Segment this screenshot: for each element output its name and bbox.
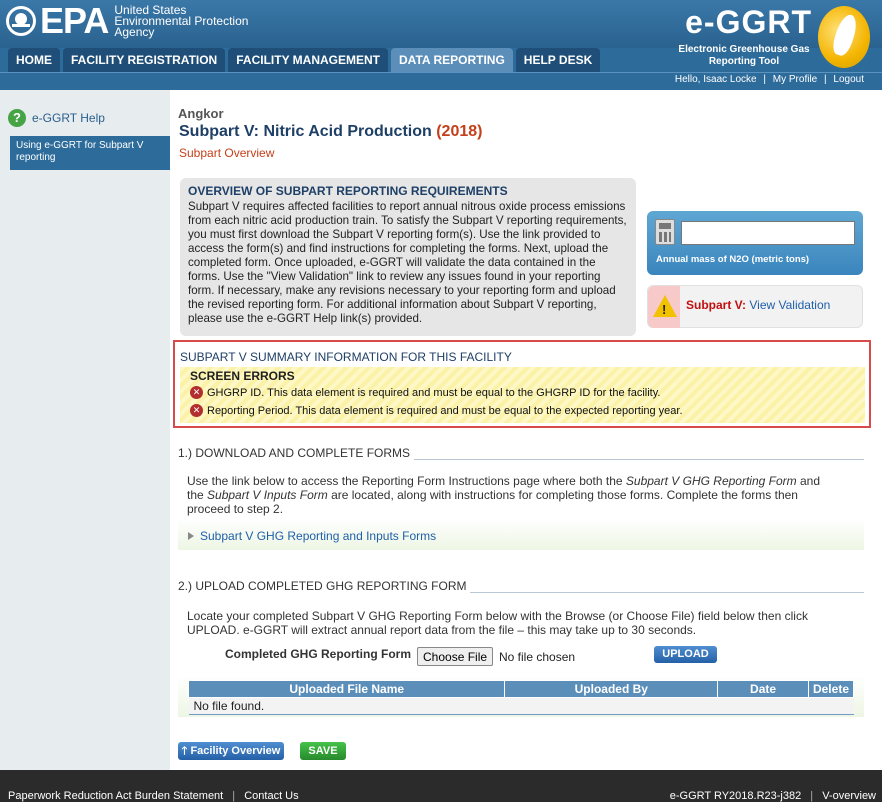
agency-line: Agency: [114, 24, 155, 39]
agency-line: United States: [114, 2, 187, 17]
divider: |: [763, 74, 766, 85]
upload-button[interactable]: UPLOAD: [654, 646, 717, 663]
user-greeting: Hello, Isaac Locke: [674, 74, 757, 85]
empty-table-message: No file found.: [189, 698, 854, 715]
overview-panel: [180, 178, 636, 336]
facility-overview-button[interactable]: [178, 742, 284, 760]
n2o-mass-panel: [647, 211, 863, 275]
download-section: [178, 446, 864, 550]
reporting-year: (2018): [436, 123, 483, 140]
upload-section-title: 2.) UPLOAD COMPLETED GHG REPORTING FORM: [178, 579, 470, 593]
site-header: [0, 0, 882, 90]
eggrt-tagline: Electronic Greenhouse Gas Reporting Tool: [678, 44, 810, 67]
tab-data-reporting[interactable]: DATA REPORTING: [391, 48, 513, 72]
download-section-title: 1.) DOWNLOAD AND COMPLETE FORMS: [178, 446, 414, 460]
screen-errors-panel: [180, 367, 865, 423]
tab-facility-management[interactable]: FACILITY MANAGEMENT: [228, 48, 388, 72]
upload-instructions: Locate your completed Subpart V GHG Reporting Form below with the Browse (or Choose File) field below then click UPLOAD. e-GGRT will extract annual report data from the file – this may take up to 30 seconds.: [187, 609, 808, 637]
calculator-icon: [655, 219, 675, 245]
main-nav: [8, 48, 600, 72]
version-text: e-GGRT RY2018.R23-j382: [669, 790, 802, 802]
error-row: [190, 386, 660, 399]
n2o-mass-label: Annual mass of N2O (metric tons): [656, 254, 810, 265]
forms-link[interactable]: [188, 529, 436, 543]
uploaded-files-table: [188, 680, 854, 715]
divider: |: [810, 790, 814, 802]
sidebar: [0, 90, 170, 770]
error-icon: ✕: [190, 386, 203, 399]
arrow-up-icon: 🡑: [181, 745, 188, 757]
download-text: Use the link below to access the Reporting Form Instructions page where both the: [187, 474, 626, 488]
view-name: V-overview: [822, 790, 876, 802]
user-bar: [675, 74, 864, 85]
tab-help-desk[interactable]: HELP DESK: [516, 48, 600, 72]
forms-link-text[interactable]: Subpart V GHG Reporting and Inputs Forms: [200, 529, 437, 543]
logout-link[interactable]: Logout: [833, 74, 864, 85]
help-title: e-GGRT Help: [32, 111, 105, 125]
choose-file-button[interactable]: Choose File: [417, 647, 493, 666]
table-row: [189, 698, 854, 715]
download-text: are located, along with instructions for completing those forms. Complete the forms then proceed to step 2.: [187, 488, 798, 516]
error-text: Reporting Period. This data element is required and must be equal to the expected reporting year.: [207, 404, 683, 417]
divider: |: [232, 790, 236, 802]
save-button[interactable]: SAVE: [300, 742, 346, 760]
facility-name: Angkor: [178, 106, 224, 121]
column-header: Delete: [808, 681, 853, 698]
column-header[interactable]: Uploaded File Name: [189, 681, 505, 698]
warning-badge: [648, 286, 680, 328]
page-title: [179, 123, 482, 141]
column-header[interactable]: Date: [718, 681, 809, 698]
table-header-row: [189, 681, 854, 698]
help-header[interactable]: [8, 104, 168, 132]
facility-overview-label: Facility Overview: [190, 745, 281, 757]
page-title-text: Subpart V: Nitric Acid Production: [179, 123, 432, 140]
paperwork-link[interactable]: Paperwork Reduction Act Burden Statement: [8, 790, 224, 802]
upload-section: [178, 579, 864, 717]
upload-field-label: Completed GHG Reporting Form: [225, 647, 411, 661]
arrow-right-icon: [188, 532, 194, 540]
agency-line: Environmental Protection: [114, 13, 249, 28]
my-profile-link[interactable]: My Profile: [772, 74, 818, 85]
main-content: [170, 90, 872, 770]
warning-mark: !: [662, 302, 667, 317]
eggrt-logo: [662, 4, 872, 68]
footer-version: [670, 790, 876, 802]
eggrt-brand: e-GGRT: [685, 4, 812, 40]
download-instructions: [187, 474, 827, 516]
contact-link[interactable]: Contact Us: [244, 790, 299, 802]
tab-home[interactable]: HOME: [8, 48, 60, 72]
overview-title: OVERVIEW OF SUBPART REPORTING REQUIREMENTS: [188, 184, 508, 198]
validation-label: Subpart V:: [686, 298, 747, 312]
divider: |: [824, 74, 827, 85]
n2o-mass-field[interactable]: [681, 221, 855, 245]
error-text: GHGRP ID. This data element is required and must be equal to the GHGRP ID for the facility.: [207, 386, 661, 399]
view-validation-link[interactable]: View Validation: [749, 298, 831, 312]
tab-facility-registration[interactable]: FACILITY REGISTRATION: [63, 48, 225, 72]
header-divider: [0, 72, 882, 73]
summary-section: [173, 340, 871, 428]
download-text: and the: [187, 474, 820, 502]
agency-name: [114, 2, 249, 39]
footer-links: [8, 790, 299, 802]
site-footer: [0, 770, 882, 802]
page-subtitle: Subpart Overview: [179, 146, 275, 160]
file-status: No file chosen: [499, 650, 576, 664]
validation-panel: [647, 285, 863, 328]
column-header[interactable]: Uploaded By: [505, 681, 718, 698]
error-icon: ✕: [190, 404, 203, 417]
form-name: Subpart V GHG Reporting Form: [625, 474, 797, 488]
summary-title: SUBPART V SUMMARY INFORMATION FOR THIS FACILITY: [180, 350, 512, 364]
validation-text: [686, 298, 830, 312]
epa-wordmark: EPA: [40, 0, 109, 41]
sidebar-help-link[interactable]: Using e-GGRT for Subpart V reporting: [10, 136, 170, 170]
egret-logo-icon: [818, 6, 870, 68]
form-name: Subpart V Inputs Form: [207, 488, 328, 502]
error-row: [190, 404, 683, 417]
overview-text: Subpart V requires affected facilities to report annual nitrous oxide process emissions from each nitric acid production train. To satisfy the Subpart V reporting requirements, you must first download the Subpart V reporting form(s). Use the link provided to access the form(s) and find instructions for completing the forms. Next, upload the completed form. Once uploaded, e-GGRT will validate the data contained in the forms. Use the "View Validation" link to review any issues found in your reporting form. If necessary, make any revisions necessary to your reporting form and upload the revised reporting form. For additional information about Subpart V reporting, please use the e-GGRT Help link(s) provided.: [188, 200, 627, 325]
screen-errors-title: SCREEN ERRORS: [190, 369, 295, 383]
epa-seal-icon: [6, 6, 36, 36]
epa-logo[interactable]: [6, 0, 249, 41]
help-icon: ?: [8, 109, 26, 127]
